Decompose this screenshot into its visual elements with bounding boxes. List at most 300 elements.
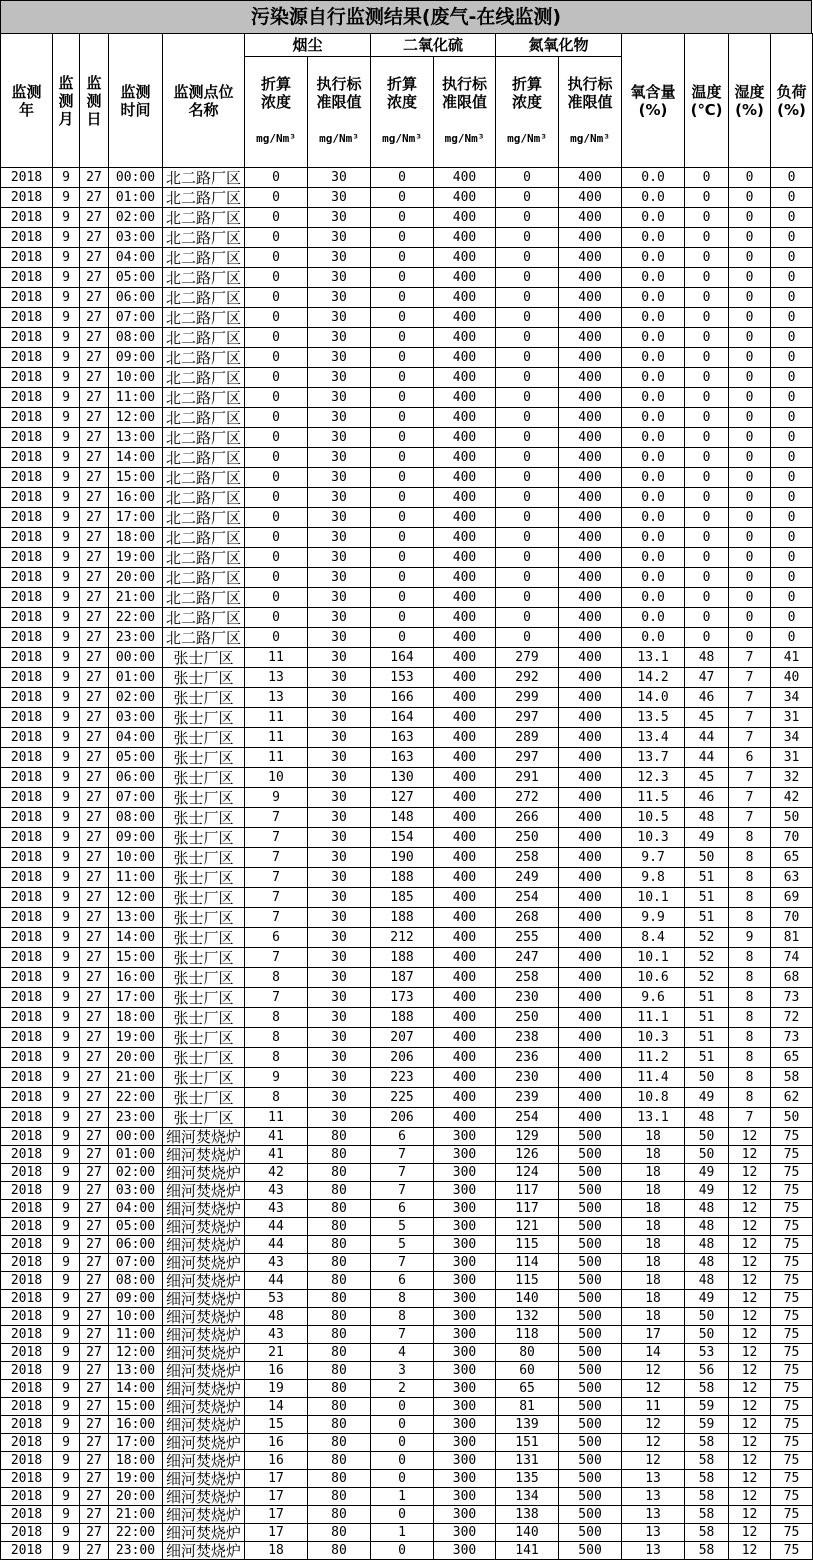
cell-temperature: 53	[685, 1344, 729, 1362]
cell-load: 0	[771, 468, 813, 488]
cell-year: 2018	[1, 848, 53, 868]
cell-so2-conc: 0	[371, 1434, 434, 1452]
cell-load: 81	[771, 928, 813, 948]
cell-load: 0	[771, 168, 813, 188]
cell-day: 27	[80, 948, 109, 968]
cell-day: 27	[80, 688, 109, 708]
table-row	[1, 968, 813, 988]
cell-humidity: 0	[729, 548, 771, 568]
cell-year: 2018	[1, 928, 53, 948]
cell-dust-conc: 0	[245, 628, 308, 648]
cell-so2-limit: 400	[434, 928, 496, 948]
cell-nox-limit: 400	[559, 908, 622, 928]
cell-temperature: 56	[685, 1362, 729, 1380]
cell-load: 0	[771, 448, 813, 468]
cell-dust-conc: 0	[245, 508, 308, 528]
cell-dust-conc: 8	[245, 1088, 308, 1108]
cell-oxygen: 13.1	[622, 648, 685, 668]
cell-site: 细河焚烧炉	[163, 1290, 245, 1308]
cell-nox-conc: 289	[496, 728, 559, 748]
cell-temperature: 49	[685, 828, 729, 848]
cell-time: 10:00	[109, 368, 163, 388]
cell-load: 75	[771, 1506, 813, 1524]
cell-month: 9	[53, 1398, 80, 1416]
cell-nox-conc: 134	[496, 1488, 559, 1506]
cell-oxygen: 0.0	[622, 568, 685, 588]
cell-month: 9	[53, 388, 80, 408]
cell-oxygen: 0.0	[622, 608, 685, 628]
cell-site: 张士厂区	[163, 688, 245, 708]
cell-dust-conc: 0	[245, 468, 308, 488]
cell-humidity: 8	[729, 1068, 771, 1088]
cell-dust-conc: 0	[245, 528, 308, 548]
cell-nox-conc: 65	[496, 1380, 559, 1398]
cell-nox-limit: 400	[559, 588, 622, 608]
cell-time: 14:00	[109, 928, 163, 948]
cell-month: 9	[53, 1488, 80, 1506]
cell-dust-limit: 30	[308, 1048, 371, 1068]
cell-dust-limit: 30	[308, 1088, 371, 1108]
cell-humidity: 7	[729, 808, 771, 828]
cell-so2-limit: 400	[434, 328, 496, 348]
cell-oxygen: 10.3	[622, 828, 685, 848]
cell-humidity: 0	[729, 208, 771, 228]
cell-nox-limit: 400	[559, 708, 622, 728]
cell-dust-limit: 30	[308, 248, 371, 268]
cell-nox-limit: 400	[559, 948, 622, 968]
cell-dust-conc: 7	[245, 868, 308, 888]
cell-time: 21:00	[109, 588, 163, 608]
table-row	[1, 1380, 813, 1398]
cell-dust-limit: 80	[308, 1200, 371, 1218]
cell-nox-conc: 0	[496, 408, 559, 428]
cell-site: 北二路厂区	[163, 448, 245, 468]
cell-oxygen: 18	[622, 1182, 685, 1200]
cell-oxygen: 13	[622, 1470, 685, 1488]
cell-nox-limit: 400	[559, 1008, 622, 1028]
cell-so2-conc: 7	[371, 1146, 434, 1164]
cell-year: 2018	[1, 508, 53, 528]
table-row	[1, 448, 813, 468]
cell-nox-limit: 500	[559, 1470, 622, 1488]
cell-temperature: 48	[685, 648, 729, 668]
cell-oxygen: 11.2	[622, 1048, 685, 1068]
cell-year: 2018	[1, 268, 53, 288]
cell-year: 2018	[1, 448, 53, 468]
cell-day: 27	[80, 1200, 109, 1218]
cell-day: 27	[80, 748, 109, 768]
header-time: 监测 时间	[109, 34, 163, 168]
cell-temperature: 52	[685, 928, 729, 948]
cell-site: 张士厂区	[163, 1088, 245, 1108]
cell-dust-limit: 30	[308, 988, 371, 1008]
cell-dust-limit: 30	[308, 368, 371, 388]
cell-oxygen: 8.4	[622, 928, 685, 948]
cell-dust-limit: 80	[308, 1434, 371, 1452]
cell-nox-conc: 0	[496, 248, 559, 268]
cell-so2-limit: 300	[434, 1380, 496, 1398]
cell-site: 北二路厂区	[163, 248, 245, 268]
cell-oxygen: 0.0	[622, 628, 685, 648]
cell-humidity: 7	[729, 1108, 771, 1128]
cell-so2-conc: 0	[371, 308, 434, 328]
cell-nox-conc: 297	[496, 708, 559, 728]
table-row	[1, 1524, 813, 1542]
cell-site: 细河焚烧炉	[163, 1308, 245, 1326]
cell-day: 27	[80, 328, 109, 348]
cell-dust-limit: 80	[308, 1362, 371, 1380]
cell-site: 北二路厂区	[163, 308, 245, 328]
cell-temperature: 45	[685, 708, 729, 728]
cell-nox-limit: 400	[559, 288, 622, 308]
table-row	[1, 1088, 813, 1108]
cell-month: 9	[53, 868, 80, 888]
cell-day: 27	[80, 668, 109, 688]
cell-humidity: 12	[729, 1506, 771, 1524]
table-row	[1, 888, 813, 908]
cell-temperature: 0	[685, 228, 729, 248]
cell-oxygen: 11	[622, 1398, 685, 1416]
table-row	[1, 808, 813, 828]
cell-so2-limit: 300	[434, 1452, 496, 1470]
cell-year: 2018	[1, 888, 53, 908]
cell-oxygen: 0.0	[622, 528, 685, 548]
cell-time: 02:00	[109, 1164, 163, 1182]
table-row	[1, 1326, 813, 1344]
cell-so2-conc: 1	[371, 1488, 434, 1506]
cell-so2-limit: 300	[434, 1326, 496, 1344]
cell-load: 75	[771, 1398, 813, 1416]
cell-load: 0	[771, 188, 813, 208]
cell-month: 9	[53, 788, 80, 808]
cell-temperature: 52	[685, 968, 729, 988]
cell-so2-limit: 400	[434, 988, 496, 1008]
cell-humidity: 12	[729, 1542, 771, 1560]
cell-time: 18:00	[109, 528, 163, 548]
cell-dust-limit: 30	[308, 608, 371, 628]
cell-temperature: 58	[685, 1488, 729, 1506]
cell-humidity: 7	[729, 688, 771, 708]
table-row	[1, 1362, 813, 1380]
table-row	[1, 588, 813, 608]
cell-year: 2018	[1, 548, 53, 568]
cell-dust-limit: 30	[308, 528, 371, 548]
cell-load: 0	[771, 348, 813, 368]
cell-day: 27	[80, 708, 109, 728]
cell-day: 27	[80, 1108, 109, 1128]
cell-dust-conc: 0	[245, 208, 308, 228]
cell-temperature: 58	[685, 1452, 729, 1470]
cell-load: 69	[771, 888, 813, 908]
cell-oxygen: 18	[622, 1308, 685, 1326]
cell-time: 17:00	[109, 1434, 163, 1452]
cell-dust-conc: 11	[245, 1108, 308, 1128]
cell-year: 2018	[1, 1088, 53, 1108]
cell-temperature: 0	[685, 208, 729, 228]
cell-day: 27	[80, 1542, 109, 1560]
cell-humidity: 0	[729, 428, 771, 448]
cell-time: 17:00	[109, 988, 163, 1008]
cell-so2-conc: 1	[371, 1524, 434, 1542]
cell-nox-limit: 400	[559, 368, 622, 388]
cell-dust-conc: 8	[245, 968, 308, 988]
cell-oxygen: 0.0	[622, 548, 685, 568]
cell-so2-limit: 400	[434, 508, 496, 528]
cell-dust-conc: 8	[245, 1008, 308, 1028]
cell-nox-conc: 131	[496, 1452, 559, 1470]
cell-so2-limit: 300	[434, 1506, 496, 1524]
cell-month: 9	[53, 768, 80, 788]
cell-temperature: 46	[685, 688, 729, 708]
cell-time: 04:00	[109, 1200, 163, 1218]
cell-load: 68	[771, 968, 813, 988]
cell-month: 9	[53, 1028, 80, 1048]
cell-dust-conc: 43	[245, 1254, 308, 1272]
cell-month: 9	[53, 408, 80, 428]
cell-temperature: 0	[685, 588, 729, 608]
cell-time: 12:00	[109, 408, 163, 428]
cell-dust-conc: 7	[245, 948, 308, 968]
cell-humidity: 12	[729, 1488, 771, 1506]
table-row	[1, 908, 813, 928]
cell-dust-conc: 0	[245, 308, 308, 328]
cell-nox-limit: 500	[559, 1488, 622, 1506]
cell-month: 9	[53, 688, 80, 708]
cell-load: 0	[771, 488, 813, 508]
cell-humidity: 0	[729, 248, 771, 268]
cell-so2-limit: 400	[434, 288, 496, 308]
cell-year: 2018	[1, 208, 53, 228]
cell-humidity: 12	[729, 1398, 771, 1416]
cell-nox-conc: 266	[496, 808, 559, 828]
cell-so2-conc: 163	[371, 728, 434, 748]
cell-nox-conc: 140	[496, 1290, 559, 1308]
cell-so2-conc: 0	[371, 1506, 434, 1524]
table-row	[1, 288, 813, 308]
cell-so2-limit: 400	[434, 308, 496, 328]
cell-so2-conc: 8	[371, 1290, 434, 1308]
cell-year: 2018	[1, 1380, 53, 1398]
cell-nox-conc: 118	[496, 1326, 559, 1344]
cell-load: 75	[771, 1236, 813, 1254]
cell-dust-limit: 30	[308, 788, 371, 808]
cell-so2-conc: 0	[371, 608, 434, 628]
cell-oxygen: 18	[622, 1200, 685, 1218]
cell-site: 细河焚烧炉	[163, 1488, 245, 1506]
cell-day: 27	[80, 1164, 109, 1182]
cell-nox-limit: 400	[559, 608, 622, 628]
cell-day: 27	[80, 1488, 109, 1506]
cell-time: 06:00	[109, 768, 163, 788]
cell-day: 27	[80, 728, 109, 748]
cell-dust-limit: 30	[308, 968, 371, 988]
table-row	[1, 328, 813, 348]
cell-time: 11:00	[109, 868, 163, 888]
cell-so2-limit: 400	[434, 268, 496, 288]
cell-temperature: 0	[685, 408, 729, 428]
header-group-so2: 二氧化硫	[371, 34, 496, 57]
cell-nox-limit: 400	[559, 528, 622, 548]
cell-load: 75	[771, 1326, 813, 1344]
cell-nox-limit: 400	[559, 408, 622, 428]
cell-dust-conc: 8	[245, 1048, 308, 1068]
cell-site: 张士厂区	[163, 988, 245, 1008]
table-row	[1, 688, 813, 708]
cell-dust-conc: 21	[245, 1344, 308, 1362]
cell-oxygen: 0.0	[622, 288, 685, 308]
cell-humidity: 0	[729, 568, 771, 588]
cell-day: 27	[80, 888, 109, 908]
cell-dust-conc: 43	[245, 1326, 308, 1344]
table-row	[1, 1068, 813, 1088]
cell-humidity: 8	[729, 868, 771, 888]
cell-year: 2018	[1, 248, 53, 268]
cell-nox-conc: 0	[496, 508, 559, 528]
cell-dust-limit: 30	[308, 308, 371, 328]
cell-oxygen: 0.0	[622, 268, 685, 288]
cell-dust-conc: 9	[245, 788, 308, 808]
cell-humidity: 12	[729, 1128, 771, 1146]
cell-dust-limit: 30	[308, 948, 371, 968]
table-row	[1, 608, 813, 628]
cell-load: 75	[771, 1164, 813, 1182]
cell-load: 75	[771, 1362, 813, 1380]
cell-humidity: 12	[729, 1290, 771, 1308]
cell-oxygen: 12	[622, 1452, 685, 1470]
cell-site: 北二路厂区	[163, 348, 245, 368]
cell-dust-limit: 30	[308, 448, 371, 468]
cell-so2-conc: 0	[371, 208, 434, 228]
cell-dust-conc: 17	[245, 1488, 308, 1506]
cell-load: 72	[771, 1008, 813, 1028]
cell-dust-conc: 11	[245, 708, 308, 728]
cell-dust-limit: 80	[308, 1254, 371, 1272]
unit-label: mg/Nm³	[382, 132, 422, 145]
cell-dust-limit: 80	[308, 1128, 371, 1146]
cell-day: 27	[80, 988, 109, 1008]
cell-load: 0	[771, 308, 813, 328]
cell-year: 2018	[1, 688, 53, 708]
cell-year: 2018	[1, 288, 53, 308]
cell-time: 05:00	[109, 748, 163, 768]
cell-nox-conc: 141	[496, 1542, 559, 1560]
cell-year: 2018	[1, 588, 53, 608]
cell-humidity: 0	[729, 188, 771, 208]
cell-humidity: 8	[729, 1088, 771, 1108]
cell-time: 13:00	[109, 428, 163, 448]
cell-temperature: 0	[685, 528, 729, 548]
cell-dust-limit: 80	[308, 1236, 371, 1254]
cell-temperature: 0	[685, 448, 729, 468]
cell-temperature: 0	[685, 188, 729, 208]
cell-load: 75	[771, 1344, 813, 1362]
header-temperature: 温度 (℃)	[685, 34, 729, 168]
cell-so2-limit: 400	[434, 368, 496, 388]
cell-nox-limit: 400	[559, 968, 622, 988]
table-body	[1, 168, 813, 1560]
table-row	[1, 368, 813, 388]
cell-site: 张士厂区	[163, 908, 245, 928]
monitoring-table	[0, 33, 813, 1560]
cell-nox-limit: 400	[559, 268, 622, 288]
cell-site: 张士厂区	[163, 728, 245, 748]
cell-dust-conc: 0	[245, 368, 308, 388]
limit-label: 执行标 准限值	[442, 75, 488, 111]
cell-so2-conc: 0	[371, 448, 434, 468]
header-nox-conc	[496, 57, 559, 168]
cell-dust-conc: 43	[245, 1182, 308, 1200]
cell-site: 细河焚烧炉	[163, 1344, 245, 1362]
cell-humidity: 0	[729, 508, 771, 528]
cell-site: 张士厂区	[163, 1028, 245, 1048]
cell-so2-limit: 400	[434, 748, 496, 768]
cell-nox-conc: 126	[496, 1146, 559, 1164]
cell-dust-limit: 80	[308, 1380, 371, 1398]
cell-humidity: 12	[729, 1380, 771, 1398]
cell-day: 27	[80, 628, 109, 648]
table-row	[1, 168, 813, 188]
cell-temperature: 0	[685, 328, 729, 348]
cell-load: 50	[771, 808, 813, 828]
cell-so2-limit: 400	[434, 648, 496, 668]
cell-site: 细河焚烧炉	[163, 1434, 245, 1452]
cell-dust-limit: 30	[308, 1108, 371, 1128]
cell-so2-conc: 173	[371, 988, 434, 1008]
cell-day: 27	[80, 968, 109, 988]
cell-temperature: 0	[685, 248, 729, 268]
cell-month: 9	[53, 1362, 80, 1380]
cell-nox-conc: 151	[496, 1434, 559, 1452]
cell-day: 27	[80, 208, 109, 228]
cell-day: 27	[80, 548, 109, 568]
cell-site: 张士厂区	[163, 848, 245, 868]
cell-so2-conc: 188	[371, 948, 434, 968]
cell-year: 2018	[1, 608, 53, 628]
cell-nox-conc: 247	[496, 948, 559, 968]
table-row	[1, 468, 813, 488]
cell-temperature: 0	[685, 488, 729, 508]
cell-load: 0	[771, 508, 813, 528]
cell-time: 16:00	[109, 1416, 163, 1434]
cell-nox-limit: 500	[559, 1362, 622, 1380]
cell-nox-conc: 0	[496, 588, 559, 608]
cell-year: 2018	[1, 308, 53, 328]
cell-dust-conc: 10	[245, 768, 308, 788]
table-row	[1, 768, 813, 788]
cell-year: 2018	[1, 788, 53, 808]
cell-nox-limit: 400	[559, 328, 622, 348]
cell-load: 34	[771, 728, 813, 748]
cell-month: 9	[53, 1380, 80, 1398]
cell-dust-conc: 43	[245, 1200, 308, 1218]
cell-load: 0	[771, 248, 813, 268]
table-row	[1, 268, 813, 288]
cell-time: 20:00	[109, 568, 163, 588]
cell-oxygen: 12	[622, 1434, 685, 1452]
cell-temperature: 58	[685, 1506, 729, 1524]
cell-so2-conc: 6	[371, 1200, 434, 1218]
cell-oxygen: 13.7	[622, 748, 685, 768]
cell-nox-conc: 258	[496, 848, 559, 868]
cell-year: 2018	[1, 168, 53, 188]
cell-nox-limit: 400	[559, 1088, 622, 1108]
cell-dust-limit: 30	[308, 288, 371, 308]
cell-dust-limit: 30	[308, 708, 371, 728]
cell-dust-conc: 16	[245, 1452, 308, 1470]
table-row	[1, 1434, 813, 1452]
table-row	[1, 668, 813, 688]
cell-so2-limit: 400	[434, 1088, 496, 1108]
